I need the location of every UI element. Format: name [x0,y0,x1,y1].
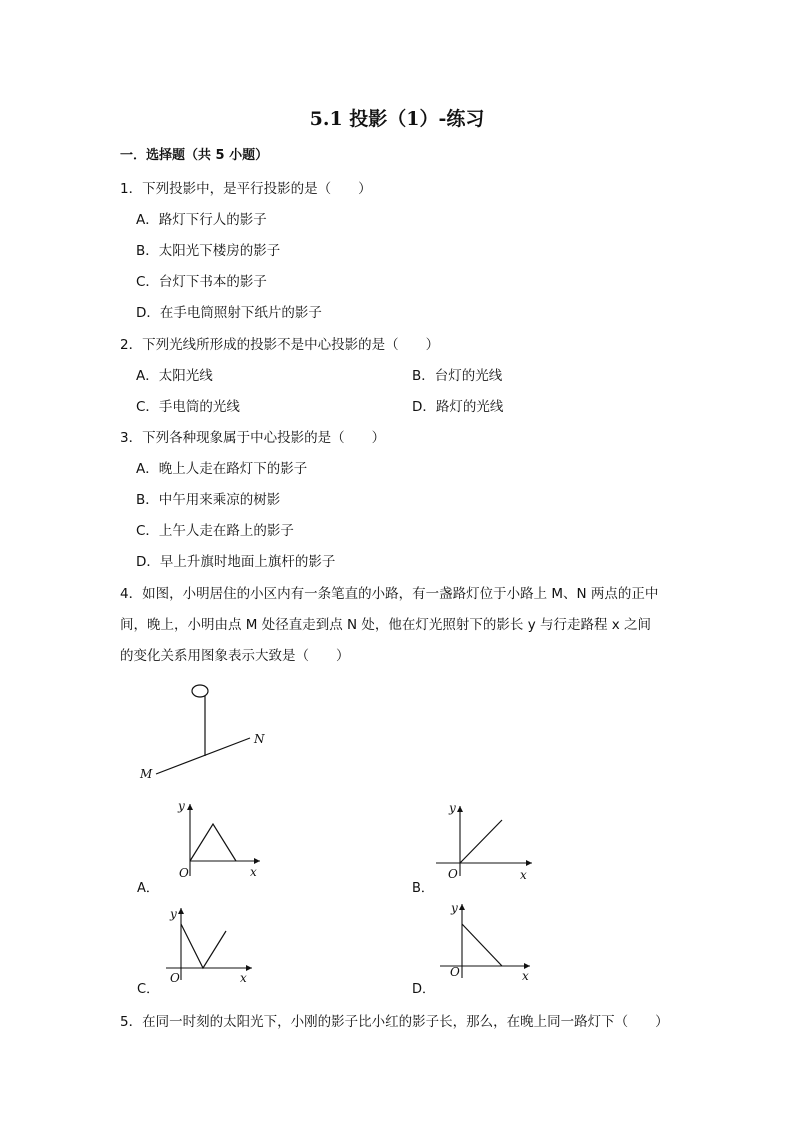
question-1-option-c: C．台灯下书本的影子 [136,274,267,290]
question-2-option-b: B．台灯的光线 [412,368,503,384]
x-axis-label: x [520,868,527,882]
question-1-option-d: D．在手电筒照射下纸片的影子 [136,305,322,321]
question-4-option-d-label: D． [412,982,436,997]
question-2-stem: 2．下列光线所形成的投影不是中心投影的是（ ） [120,337,440,353]
x-axis-arrow-icon [246,965,252,971]
question-2-option-c: C．手电筒的光线 [136,399,240,415]
question-4-stem-line-2: 间，晚上，小明由点 M 处径直走到点 N 处，他在灯光照射下的影长 y 与行走路程 x 之间 [120,617,652,633]
street-lamp-figure [130,680,280,790]
question-2-option-d: D．路灯的光线 [412,399,504,415]
question-3-option-c: C．上午人走在路上的影子 [136,523,294,539]
question-4-stem-line-1: 4．如图，小明居住的小区内有一条笔直的小路，有一盏路灯位于小路上 M、N 两点的正中 [120,586,659,602]
y-axis-label: y [178,799,185,813]
question-4-option-a-label: A． [137,881,159,896]
x-axis-arrow-icon [526,860,532,866]
question-3-option-a: A．晚上人走在路灯下的影子 [136,461,308,477]
section-heading: 一．选择题（共 5 小题） [120,148,269,163]
y-axis-arrow-icon [178,908,184,914]
graph-option-b [428,800,538,884]
y-axis-label: y [451,901,458,915]
question-1-option-a: A．路灯下行人的影子 [136,212,267,228]
question-3-option-b: B．中午用来乘凉的树影 [136,492,281,508]
graph-option-d [430,898,540,984]
question-1-option-b: B．太阳光下楼房的影子 [136,243,281,259]
graph-option-c [160,902,260,986]
question-5-stem: 5．在同一时刻的太阳光下，小刚的影子比小红的影子长，那么，在晚上同一路灯下（ ） [120,1014,669,1030]
question-2-option-a: A．太阳光线 [136,368,213,384]
graph-curve [181,924,226,968]
y-axis-arrow-icon [459,904,465,910]
path-line-mn [156,738,250,774]
y-axis-arrow-icon [187,804,193,810]
y-axis-label: y [449,801,456,815]
origin-label: O [170,971,180,985]
question-1-stem: 1．下列投影中，是平行投影的是（ ） [120,181,372,197]
question-4-option-c-label: C． [137,982,160,997]
x-axis-label: x [250,865,257,879]
question-3-option-d: D．早上升旗时地面上旗杆的影子 [136,554,336,570]
y-axis-label: y [170,907,177,921]
question-4-stem-line-3: 的变化关系用图象表示大致是（ ） [120,648,350,664]
origin-label: O [448,867,458,881]
graph-curve [190,824,236,861]
y-axis-arrow-icon [457,806,463,812]
x-axis-label: x [522,969,529,983]
point-n-label: N [254,732,265,746]
lamp-head-icon [192,685,208,697]
x-axis-arrow-icon [254,858,260,864]
x-axis-label: x [240,971,247,985]
question-3-stem: 3．下列各种现象属于中心投影的是（ ） [120,430,386,446]
graph-curve [460,820,502,863]
graph-option-a [160,796,270,884]
page-title: 5.1 投影（1）-练习 [309,108,485,130]
point-m-label: M [140,767,153,781]
origin-label: O [179,866,189,880]
graph-curve [462,924,502,966]
question-4-option-b-label: B． [412,881,434,896]
origin-label: O [450,965,460,979]
